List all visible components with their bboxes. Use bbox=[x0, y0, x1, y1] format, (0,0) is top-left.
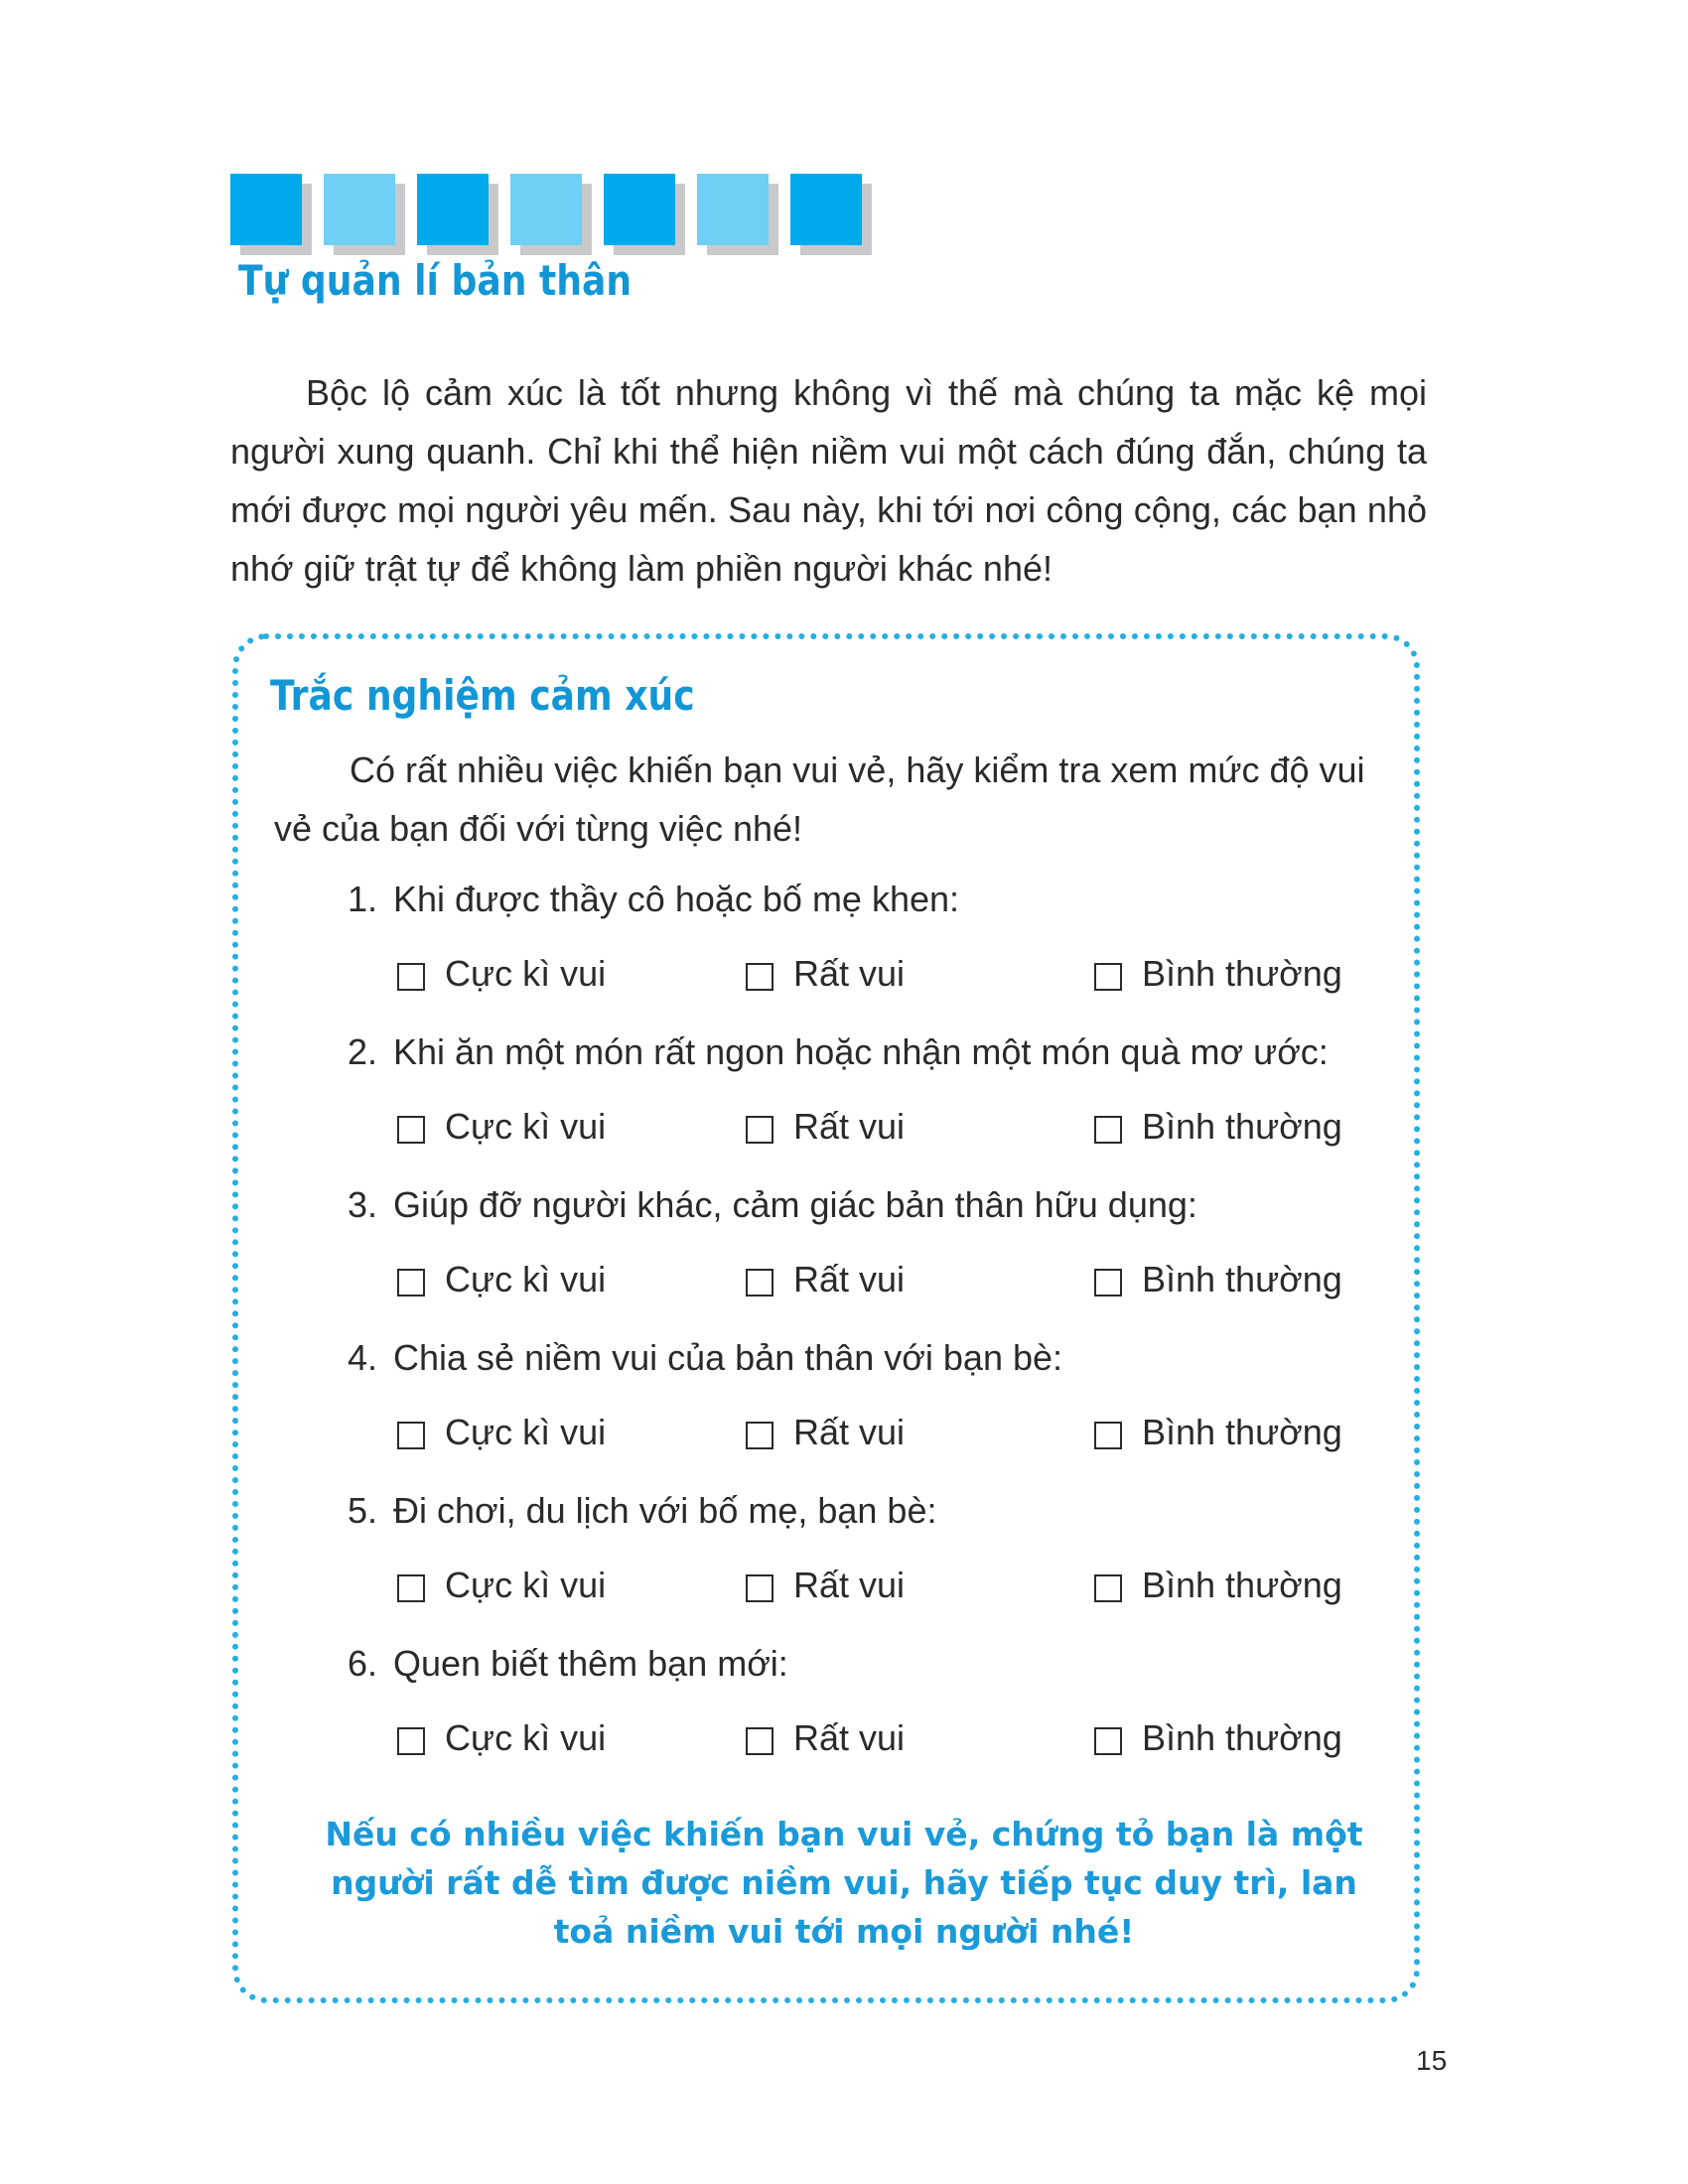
question-6 bbox=[348, 1643, 788, 1685]
question-4 bbox=[348, 1337, 1062, 1379]
section-title: Tự quản lí bản thân bbox=[238, 256, 633, 305]
question-number: 4. bbox=[348, 1337, 378, 1378]
decorative-square bbox=[230, 174, 302, 245]
checkbox[interactable] bbox=[746, 963, 774, 991]
question-number: 2. bbox=[348, 1031, 378, 1072]
question-text: Quen biết thêm bạn mới: bbox=[393, 1643, 788, 1684]
checkbox[interactable] bbox=[1094, 1422, 1122, 1449]
q4-option-rat-vui[interactable] bbox=[746, 1412, 905, 1453]
q3-option-binh-thuong[interactable] bbox=[1094, 1259, 1342, 1300]
q6-option-binh-thuong[interactable] bbox=[1094, 1717, 1342, 1759]
decorative-square bbox=[790, 174, 862, 245]
question-number: 1. bbox=[348, 879, 378, 919]
quiz-conclusion: Nếu có nhiều việc khiến bạn vui vẻ, chứng tỏ bạn là một người rất dễ tìm được niềm vui, hãy tiếp tục duy trì, lan toả niềm vui tới mọi người nhé! bbox=[325, 1815, 1363, 1951]
q1-option-cuc-ki-vui[interactable] bbox=[397, 953, 606, 995]
checkbox[interactable] bbox=[746, 1422, 774, 1449]
option-label: Cực kì vui bbox=[445, 1565, 607, 1605]
checkbox[interactable] bbox=[746, 1269, 774, 1297]
question-text: Giúp đỡ người khác, cảm giác bản thân hữu dụng: bbox=[393, 1184, 1197, 1225]
checkbox[interactable] bbox=[397, 1422, 425, 1449]
intro-paragraph: Bộc lộ cảm xúc là tốt nhưng không vì thế mà chúng ta mặc kệ mọi người xung quanh. Chỉ khi thể hiện niềm vui một cách đúng đắn, chúng ta mới được mọi người yêu mến. Sau này, khi tới nơi công cộng, các bạn nhỏ nhớ giữ trật tự để không làm phiền người khác nhé! bbox=[230, 372, 1427, 589]
question-2 bbox=[348, 1031, 1329, 1073]
checkbox[interactable] bbox=[746, 1116, 774, 1144]
checkbox[interactable] bbox=[397, 1116, 425, 1144]
option-label: Cực kì vui bbox=[445, 1106, 607, 1147]
q2-option-cuc-ki-vui[interactable] bbox=[397, 1106, 606, 1148]
option-label: Cực kì vui bbox=[445, 1259, 607, 1299]
decorative-square bbox=[510, 174, 582, 245]
question-text: Khi ăn một món rất ngon hoặc nhận một món quà mơ ước: bbox=[393, 1031, 1329, 1072]
question-3 bbox=[348, 1184, 1197, 1226]
q5-option-cuc-ki-vui[interactable] bbox=[397, 1565, 606, 1606]
question-number: 6. bbox=[348, 1643, 378, 1684]
q4-option-cuc-ki-vui[interactable] bbox=[397, 1412, 606, 1453]
q1-option-rat-vui[interactable] bbox=[746, 953, 905, 995]
option-label: Bình thường bbox=[1142, 1717, 1342, 1758]
decorative-square bbox=[324, 174, 395, 245]
checkbox[interactable] bbox=[1094, 1727, 1122, 1755]
option-label: Bình thường bbox=[1142, 1106, 1342, 1147]
quiz-title: Trắc nghiệm cảm xúc bbox=[270, 671, 695, 720]
option-label: Bình thường bbox=[1142, 1565, 1342, 1605]
q6-option-cuc-ki-vui[interactable] bbox=[397, 1717, 606, 1759]
option-label: Cực kì vui bbox=[445, 1717, 607, 1758]
option-label: Rất vui bbox=[793, 1565, 906, 1605]
page-number: 15 bbox=[1416, 2045, 1448, 2076]
question-text: Chia sẻ niềm vui của bản thân với bạn bè: bbox=[393, 1337, 1063, 1378]
q3-option-cuc-ki-vui[interactable] bbox=[397, 1259, 606, 1300]
decorative-square bbox=[604, 174, 675, 245]
option-label: Rất vui bbox=[793, 1259, 906, 1299]
checkbox[interactable] bbox=[397, 1727, 425, 1755]
q5-option-binh-thuong[interactable] bbox=[1094, 1565, 1342, 1606]
decorative-square bbox=[417, 174, 489, 245]
checkbox[interactable] bbox=[1094, 963, 1122, 991]
q2-option-rat-vui[interactable] bbox=[746, 1106, 905, 1148]
option-label: Bình thường bbox=[1142, 1412, 1342, 1452]
option-label: Rất vui bbox=[793, 1717, 906, 1758]
q6-option-rat-vui[interactable] bbox=[746, 1717, 905, 1759]
checkbox[interactable] bbox=[1094, 1116, 1122, 1144]
option-label: Rất vui bbox=[793, 1412, 906, 1452]
question-text: Khi được thầy cô hoặc bố mẹ khen: bbox=[393, 879, 960, 919]
checkbox[interactable] bbox=[397, 1269, 425, 1297]
question-number: 5. bbox=[348, 1490, 378, 1531]
option-label: Rất vui bbox=[793, 953, 906, 994]
q4-option-binh-thuong[interactable] bbox=[1094, 1412, 1342, 1453]
option-label: Cực kì vui bbox=[445, 953, 607, 994]
checkbox[interactable] bbox=[746, 1727, 774, 1755]
question-number: 3. bbox=[348, 1184, 378, 1225]
q2-option-binh-thuong[interactable] bbox=[1094, 1106, 1342, 1148]
question-5 bbox=[348, 1490, 936, 1532]
quiz-intro: Có rất nhiều việc khiến bạn vui vẻ, hãy kiểm tra xem mức độ vui vẻ của bạn đối với từng việc nhé! bbox=[274, 750, 1365, 849]
q1-option-binh-thuong[interactable] bbox=[1094, 953, 1342, 995]
checkbox[interactable] bbox=[1094, 1269, 1122, 1297]
option-label: Bình thường bbox=[1142, 953, 1342, 994]
checkbox[interactable] bbox=[397, 963, 425, 991]
q3-option-rat-vui[interactable] bbox=[746, 1259, 905, 1300]
question-1 bbox=[348, 879, 959, 920]
question-text: Đi chơi, du lịch với bố mẹ, bạn bè: bbox=[393, 1490, 937, 1531]
checkbox[interactable] bbox=[1094, 1574, 1122, 1602]
option-label: Bình thường bbox=[1142, 1259, 1342, 1299]
option-label: Cực kì vui bbox=[445, 1412, 607, 1452]
option-label: Rất vui bbox=[793, 1106, 906, 1147]
checkbox[interactable] bbox=[397, 1574, 425, 1602]
decorative-square bbox=[697, 174, 769, 245]
q5-option-rat-vui[interactable] bbox=[746, 1565, 905, 1606]
checkbox[interactable] bbox=[746, 1574, 774, 1602]
header-squares-decoration bbox=[230, 174, 886, 257]
